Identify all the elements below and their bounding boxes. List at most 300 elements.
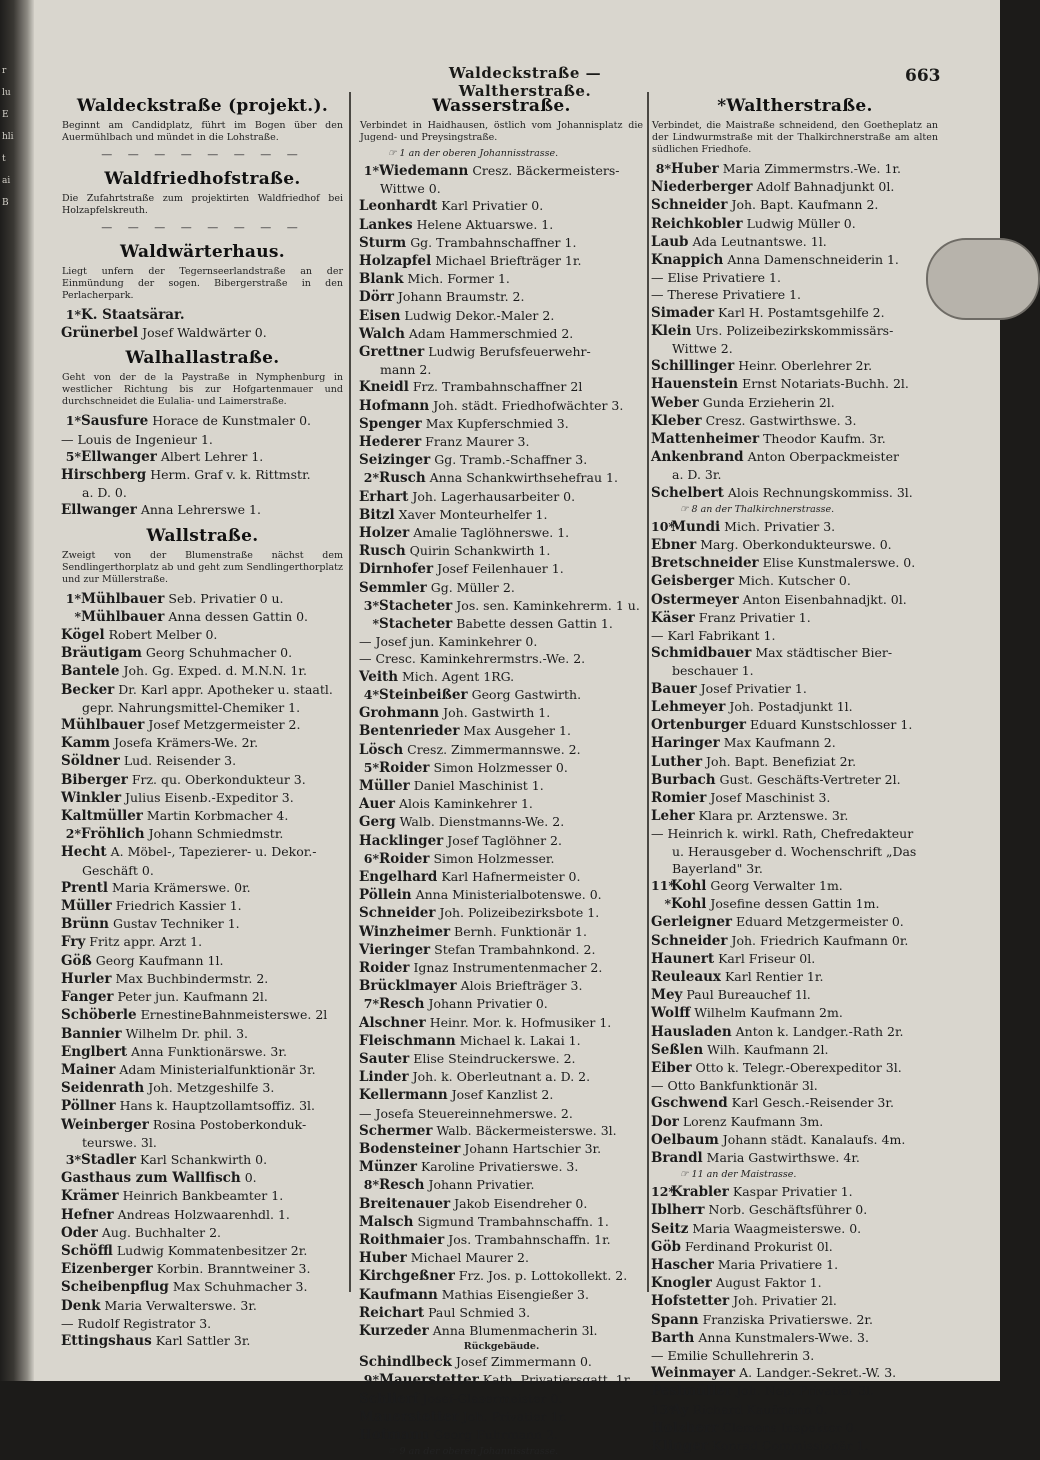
resident-entry (60, 1025, 345, 1043)
resident-entry (358, 923, 645, 941)
section-divider: — — — — — — — — (101, 148, 304, 161)
resident-entry (358, 469, 645, 487)
resident-details: August Faktor 1. (715, 1275, 822, 1291)
resident-details: Ernst Notariats-Buchh. 2l. (742, 376, 909, 392)
resident-entry (358, 1390, 645, 1408)
resident-details: Joh. Metzgeshilfe 3. (148, 1080, 275, 1096)
resident-details: Josefine dessen Gattin 1m. (710, 896, 880, 912)
resident-surname: Hofmann (359, 397, 430, 414)
resident-details: Eduard Kunstschlosser 1. (750, 717, 913, 733)
resident-details: Johann Hartschier 3r. (464, 1140, 602, 1156)
resident-surname: Göb (651, 1238, 681, 1255)
resident-surname: Schelbert (651, 484, 724, 501)
resident-surname: Oelbaum (651, 1131, 719, 1148)
resident-entry (60, 1332, 345, 1350)
resident-entry (650, 251, 940, 269)
house-number: 7* (363, 996, 379, 1012)
resident-details: Gg. Müller 2. (430, 579, 515, 595)
resident-surname: Fröhlich (81, 826, 145, 843)
resident-surname: Denk (61, 1297, 101, 1314)
resident-surname: Bantele (61, 663, 120, 680)
resident-entry (650, 1364, 940, 1382)
resident-surname: Knappich (651, 252, 724, 269)
street-heading: *Waltherstraße. (717, 96, 873, 116)
resident-details: Max Kupferschmied 3. (425, 415, 569, 431)
subsection-label: Rückgebäude. (463, 1341, 540, 1353)
resident-details: Josef Privatier 1. (700, 680, 807, 696)
street-heading: Wallstraße. (146, 525, 259, 546)
house-number: * (372, 616, 379, 632)
resident-surname: Spenger (359, 415, 422, 432)
resident-details: Joh. Friedrich Kaufmann 0r. (731, 932, 909, 948)
resident-entry (358, 1195, 645, 1213)
resident-entry (358, 524, 645, 542)
resident-surname: Bauer (651, 680, 697, 697)
resident-details: Joh. städt. Friedhofwächter 3. (433, 397, 624, 413)
resident-surname: Mauerstetter (359, 1408, 459, 1425)
resident-entry (358, 343, 645, 361)
resident-entry (358, 777, 645, 795)
resident-entry (650, 269, 940, 286)
resident-details: Gustav Techniker 1. (112, 916, 240, 932)
resident-entry (60, 662, 345, 680)
resident-surname: Grettner (359, 344, 425, 361)
resident-surname: Hausladen (651, 1023, 732, 1040)
resident-surname: Hofmann (359, 1427, 430, 1444)
resident-entry (60, 1043, 345, 1061)
resident-entry (650, 196, 940, 214)
resident-surname: Peslmüller (651, 1383, 733, 1400)
resident-surname: Seitz (651, 1220, 689, 1237)
resident-entry (358, 1304, 645, 1322)
resident-details: Cresz. Zimmermannswe. 2. (407, 741, 581, 757)
resident-entry (358, 1213, 645, 1231)
resident-details: Lud. Reisender 3. (123, 753, 237, 769)
resident-surname: Leonhardt (359, 198, 438, 215)
resident-surname: Steinbeißer (379, 686, 468, 703)
resident-entry (358, 868, 645, 886)
resident-details: Heinr. Oberlehrer 2r. (738, 358, 873, 374)
resident-surname: Grohmann (359, 705, 440, 722)
house-number: 5* (363, 759, 379, 775)
resident-details: Daniel Maschinist 1. (413, 777, 544, 793)
resident-surname: Brünn (61, 916, 109, 933)
resident-details: Joh. Lagerhausarbeiter 0. (412, 488, 576, 504)
resident-surname: Fanger (61, 989, 114, 1006)
entry-continuation: u. Herausgeber d. Wochenschrift „Das (672, 843, 917, 859)
resident-entry (650, 698, 940, 716)
resident-entry (650, 986, 940, 1004)
resident-surname: Seizinger (359, 452, 431, 469)
street-description: Beginnt am Candidplatz, führt im Bogen über den Auermühlbach und mündet in die Lohstraße. (62, 120, 343, 143)
resident-entry (358, 506, 645, 524)
resident-entry (358, 1426, 645, 1444)
resident-details: Sigmund Trambahnschaffn. 1. (417, 1213, 609, 1229)
resident-entry (60, 431, 345, 448)
resident-entry (650, 1004, 940, 1022)
resident-entry (60, 1169, 345, 1187)
resident-entry (60, 1097, 345, 1115)
resident-entry (358, 1086, 645, 1104)
resident-details: Wilhelm Kaufmann 2m. (694, 1005, 843, 1021)
resident-surname: Kurzeder (359, 1323, 429, 1339)
resident-entry (60, 789, 345, 807)
resident-entry (60, 1151, 345, 1169)
resident-surname: Ellwanger (61, 502, 137, 519)
resident-details: Max städtischer Bier- (755, 645, 893, 661)
resident-surname: Winkler (61, 789, 122, 806)
resident-entry (60, 897, 345, 915)
resident-details: Max Schuhmacher 3. (172, 1279, 308, 1295)
resident-entry (650, 1401, 940, 1419)
house-number: 1* (65, 413, 81, 429)
resident-surname: Käser (651, 609, 695, 626)
house-number-note: ☞ 1 an der oberen Johannisstrasse. (388, 148, 559, 159)
resident-surname: Mühlbauer (81, 590, 165, 607)
resident-surname: Mattenheimer (651, 431, 760, 448)
resident-entry (60, 324, 345, 342)
resident-details: Urs. Polizeibezirkskommissärs- (695, 322, 894, 338)
entry-continuation: a. D. 3r. (672, 467, 722, 483)
resident-entry (358, 397, 645, 415)
resident-details: Alois Briefträger 3. (460, 978, 583, 994)
resident-entry (358, 1050, 645, 1068)
resident-details: Otto k. Telegr.-Oberexpeditor 3l. (695, 1059, 902, 1075)
house-number: 1* (363, 163, 379, 178)
resident-entry (650, 1059, 940, 1077)
section-divider: — — — — — — — — (101, 221, 304, 234)
resident-details: Julius Eisenb.-Expeditor 3. (125, 789, 294, 805)
resident-details: Georg Verwalter 1m. (710, 877, 843, 893)
column-rule-1 (349, 92, 351, 1292)
resident-details: Johann städt. Kanalaufs. 4m. (722, 1131, 906, 1147)
house-number: 3* (363, 597, 379, 613)
resident-surname: Stacheter (379, 597, 453, 614)
resident-entry (358, 1267, 645, 1285)
resident-details: Karl Hafnermeister 0. (441, 868, 581, 884)
resident-surname: Bannier (61, 1025, 122, 1042)
running-header: Waldeckstraße — Waltherstraße. (448, 64, 602, 100)
resident-details: Josef-Glasermeister 0. (422, 1390, 563, 1406)
house-number-note: ☞ 9 an der oberen Johannisstrasse. (388, 1446, 559, 1458)
resident-details: Ludwig Dekor.-Maler 2. (404, 307, 555, 323)
resident-details: Babette dessen Gattin 1. (456, 616, 613, 632)
resident-entry (650, 178, 940, 196)
resident-details: — Elise Privatiere 1. (651, 270, 781, 286)
resident-surname: Niederberger (651, 179, 753, 196)
resident-surname: Dirnhofer (359, 561, 434, 578)
resident-details: Seb. Privatier 0 u. (168, 590, 284, 606)
resident-details: Michael Maurer 2. (410, 1250, 529, 1266)
resident-details: Horace de Kunstmaler 0. (152, 413, 312, 429)
resident-details: Alois Rechnungskommiss. 3l. (727, 484, 913, 500)
resident-details: Martin Korbmacher 4. (146, 808, 289, 824)
house-number: 9* (363, 1372, 379, 1388)
resident-entry (650, 753, 940, 771)
resident-entry (650, 1183, 940, 1201)
resident-entry (60, 412, 345, 430)
resident-surname: Resch (379, 996, 425, 1013)
resident-entry (60, 1297, 345, 1315)
resident-surname: Hecht (61, 844, 107, 861)
resident-surname: Krabler (671, 1184, 729, 1201)
resident-entry (358, 995, 645, 1013)
book-binding-edge (0, 0, 34, 1381)
resident-details: Karl Friseur 0l. (718, 950, 816, 966)
resident-details: — Otto Bankfunktionär 3l. (651, 1078, 818, 1094)
house-number: 3* (65, 1151, 81, 1167)
resident-surname: Mainer (61, 1061, 116, 1078)
resident-details: Anna Lehrerswe 1. (140, 502, 261, 518)
resident-surname: Grünerbel (61, 325, 139, 342)
resident-details: Paul Schmied 3. (428, 1304, 531, 1320)
resident-surname: Reichkobler (651, 215, 743, 232)
resident-entry (650, 233, 940, 251)
street-heading: Wasserstraße. (432, 96, 571, 116)
resident-details: Friedrich Kassier 1. (115, 898, 242, 914)
resident-entry (358, 1371, 645, 1389)
entry-continuation: mann 2. (380, 362, 432, 378)
resident-details: Johann Braumstr. 2. (397, 289, 525, 305)
resident-details: Joh. Gg. Exped. d. M.N.N. 1r. (123, 663, 307, 679)
resident-surname: Reuleaux (651, 968, 721, 985)
resident-entry (358, 1176, 645, 1194)
resident-surname: Erhart (359, 488, 409, 505)
resident-entry (650, 1023, 940, 1041)
resident-surname: Schindlbeck (359, 1354, 452, 1371)
resident-entry (60, 1242, 345, 1260)
resident-surname: Schlierf (359, 1390, 419, 1407)
resident-details: Michael Briefträger 1r. (435, 253, 582, 269)
house-number: 8* (655, 161, 671, 176)
street-heading: Waldwärterhaus. (120, 242, 285, 262)
resident-details: Alois Kaminkehrer 1. (398, 796, 533, 812)
resident-details: Xaver Monteurhelfer 1. (398, 506, 548, 522)
resident-details: Karl Gesch.-Reisender 3r. (731, 1095, 894, 1111)
resident-entry (358, 579, 645, 597)
resident-details: Josef Feilenhauer 1. (437, 561, 564, 577)
resident-details: Karoline Privatierswe. 3. (420, 1159, 579, 1175)
resident-details: Anna Schankwirthsehefrau 1. (429, 470, 618, 486)
resident-entry (60, 807, 345, 825)
resident-details: Richard Kaufmann 0. (692, 1401, 828, 1417)
resident-details: Cresz. Gastwirthswe. 3. (705, 412, 857, 428)
resident-entry (650, 518, 940, 536)
resident-entry (358, 1032, 645, 1050)
resident-details: Joh. Bapt. Benefiziat 2r. (706, 753, 857, 769)
resident-surname: Blank (359, 271, 404, 288)
resident-surname: Linder (359, 1069, 409, 1086)
entry-continuation: Bayerland" 3r. (672, 860, 763, 876)
resident-surname: Biberger (61, 771, 128, 788)
resident-details: Max Ausgeher 1. (463, 723, 571, 739)
resident-entry (650, 304, 940, 322)
resident-details: Anna Funktionärswe. 3r. (131, 1043, 287, 1059)
resident-details: Maria Verwalterswe. 3r. (104, 1297, 257, 1313)
street-description: Verbindet in Haidhausen, östlich vom Johannisplatz die Jugend- und Preysingstraße. (360, 120, 643, 143)
resident-entry (650, 1238, 940, 1256)
resident-surname: Hofstetter (651, 1293, 730, 1310)
resident-surname: Ankenbrand (651, 449, 744, 466)
resident-surname: Eiber (651, 1059, 692, 1076)
resident-details: Franziska Privatierswe. 2r. (702, 1311, 873, 1327)
house-number: 1* (65, 590, 81, 606)
resident-surname: Kohl (671, 877, 707, 894)
resident-details: Cresz. Bäckermeisters- (472, 163, 620, 178)
resident-surname: Hurler (61, 970, 112, 987)
resident-surname: Holzapfel (359, 253, 432, 270)
resident-surname: Rusch (359, 543, 406, 560)
house-number: 1* (65, 307, 81, 322)
resident-entry (358, 759, 645, 777)
resident-surname: Göß (61, 952, 92, 969)
resident-surname: Hauenstein (651, 376, 739, 393)
resident-surname: Hederer (359, 434, 422, 451)
resident-details: Fritz appr. Arzt 1. (89, 934, 203, 950)
resident-surname: Kneidl (359, 379, 409, 396)
resident-details: Ada Leutnantswe. 1l. (692, 233, 827, 249)
resident-details: Mich. Privatier 3. (724, 518, 836, 534)
resident-surname: Münzer (359, 1159, 417, 1176)
resident-details: Joh. Postadjunkt 1l. (729, 698, 853, 714)
resident-entry (650, 1311, 940, 1329)
street-description: Verbindet, die Maistraße schneidend, den Goetheplatz an der Lindwurmstraße mit der Thalkirchnerstraße am alten südlichen Friedhofe. (652, 120, 938, 155)
resident-surname: Weinmayer (651, 1365, 736, 1382)
resident-surname: Mauerstetter (379, 1372, 479, 1389)
column-rule-2 (647, 92, 649, 1292)
binding-edge-text: r lu E hli t ai B (2, 66, 14, 208)
resident-surname: Bodensteiner (359, 1140, 461, 1157)
resident-surname: Weber (651, 394, 699, 411)
resident-details: Klara pr. Arztenswe. 3r. (698, 808, 849, 824)
resident-entry (60, 1206, 345, 1224)
resident-entry (650, 968, 940, 986)
resident-entry (650, 1329, 940, 1347)
resident-entry (60, 466, 345, 484)
resident-surname: Alschner (359, 1014, 426, 1031)
resident-entry (650, 825, 940, 842)
house-number: 11* (651, 877, 675, 893)
entry-continuation: gepr. Nahrungsmittel-Chemiker 1. (82, 699, 301, 715)
resident-entry (358, 597, 645, 615)
resident-entry (60, 915, 345, 933)
resident-entry (60, 608, 345, 626)
resident-entry (650, 895, 940, 913)
resident-surname: Ellwanger (81, 448, 157, 465)
resident-details: Marg. Oberkondukteurswe. 0. (700, 537, 892, 553)
street-heading: Waldeckstraße (projekt.). (76, 96, 329, 116)
resident-surname: Lankes (359, 216, 413, 233)
resident-entry (358, 1158, 645, 1176)
resident-details: Franz Maurer 3. (425, 434, 530, 450)
resident-details: — Karl Fabrikant 1. (651, 628, 776, 644)
resident-surname: Laub (651, 233, 689, 250)
resident-surname: Sauter (359, 1050, 410, 1067)
house-number: 13* (651, 1401, 675, 1417)
resident-details: Joh. Polizeibezirksbote 1. (439, 905, 600, 921)
resident-details: Frz. Trambahnschaffner 2l (412, 379, 583, 395)
house-number: 4* (363, 686, 379, 702)
page-number: 663 (905, 66, 941, 86)
resident-surname: Lösch (359, 741, 404, 758)
resident-surname: Klein (651, 322, 692, 339)
resident-entry (358, 1408, 645, 1426)
resident-details: Jos. Trambahnschaffn. 1r. (448, 1231, 611, 1247)
resident-entry (650, 771, 940, 789)
resident-entry (60, 752, 345, 770)
resident-details: Josef Taglöhner 2. (447, 832, 562, 848)
resident-details: Ludwig Kommatenbesitzer 2r. (116, 1242, 308, 1258)
resident-surname: Müller (61, 898, 112, 915)
house-number: * (664, 896, 671, 912)
resident-surname: Simader (651, 304, 715, 321)
resident-entry (650, 160, 940, 178)
resident-entry (358, 234, 645, 252)
resident-details: Theodor Kaufm. 3r. (763, 431, 886, 447)
page-tab-marker (926, 238, 1040, 320)
resident-surname: Söldner (61, 753, 120, 770)
resident-entry (60, 1187, 345, 1205)
resident-details: Max Buchbindermstr. 2. (115, 970, 269, 986)
resident-surname: Kögel (61, 627, 105, 644)
resident-surname: Breitenauer (359, 1195, 451, 1212)
resident-entry (650, 1437, 940, 1455)
entry-continuation: Geschäft 0. (82, 862, 154, 878)
resident-entry (650, 877, 940, 895)
resident-surname: Sausfure (81, 413, 149, 430)
resident-entry (650, 554, 940, 572)
resident-entry (650, 789, 940, 807)
resident-surname: Schneider (651, 932, 728, 949)
resident-details: Max Kaufmann 2. (723, 735, 836, 751)
resident-entry (60, 1061, 345, 1079)
resident-details: Joh. Bapt. Kaufmann 2. (731, 197, 879, 213)
resident-surname: Gasthaus zum Wallfisch (61, 1170, 241, 1187)
resident-surname: Ettingshaus (61, 1332, 152, 1349)
resident-entry (650, 1347, 940, 1364)
resident-entry (650, 484, 940, 502)
resident-surname: Holzer (359, 525, 410, 542)
resident-entry (358, 1105, 645, 1122)
resident-details: — Josef jun. Kaminkehrer 0. (359, 634, 538, 650)
resident-details: Adam Ministerialfunktionär 3r. (119, 1061, 316, 1077)
resident-entry (60, 771, 345, 789)
resident-details: Ludwig Müller 0. (746, 215, 856, 231)
resident-surname: Wiedemann (379, 163, 469, 179)
resident-surname: Semmler (359, 579, 427, 596)
resident-details: Wilhelm Dr. phil. 3. (125, 1025, 248, 1041)
resident-details: Gunda Erzieherin 2l. (702, 394, 835, 410)
resident-entry (650, 572, 940, 590)
resident-surname: Schneider (651, 197, 728, 214)
resident-entry (358, 1140, 645, 1158)
resident-surname: Dörr (359, 289, 394, 306)
resident-entry (650, 1131, 940, 1149)
resident-surname: Veith (359, 668, 399, 685)
resident-entry (60, 1315, 345, 1332)
resident-details: Mich. Former 1. (407, 271, 510, 287)
column-2 (358, 90, 645, 1460)
resident-details: Aug. Buchhalter 2. (101, 1224, 222, 1240)
resident-details: Elise Steindruckerswe. 2. (413, 1050, 576, 1066)
resident-entry (650, 1094, 940, 1112)
resident-surname: Burbach (651, 771, 716, 788)
resident-details: Anna Blumenmacherin 3l. (432, 1323, 598, 1338)
resident-entry (60, 626, 345, 644)
resident-entry (358, 668, 645, 686)
resident-surname: Kamm (61, 735, 111, 752)
house-number: * (74, 608, 81, 624)
